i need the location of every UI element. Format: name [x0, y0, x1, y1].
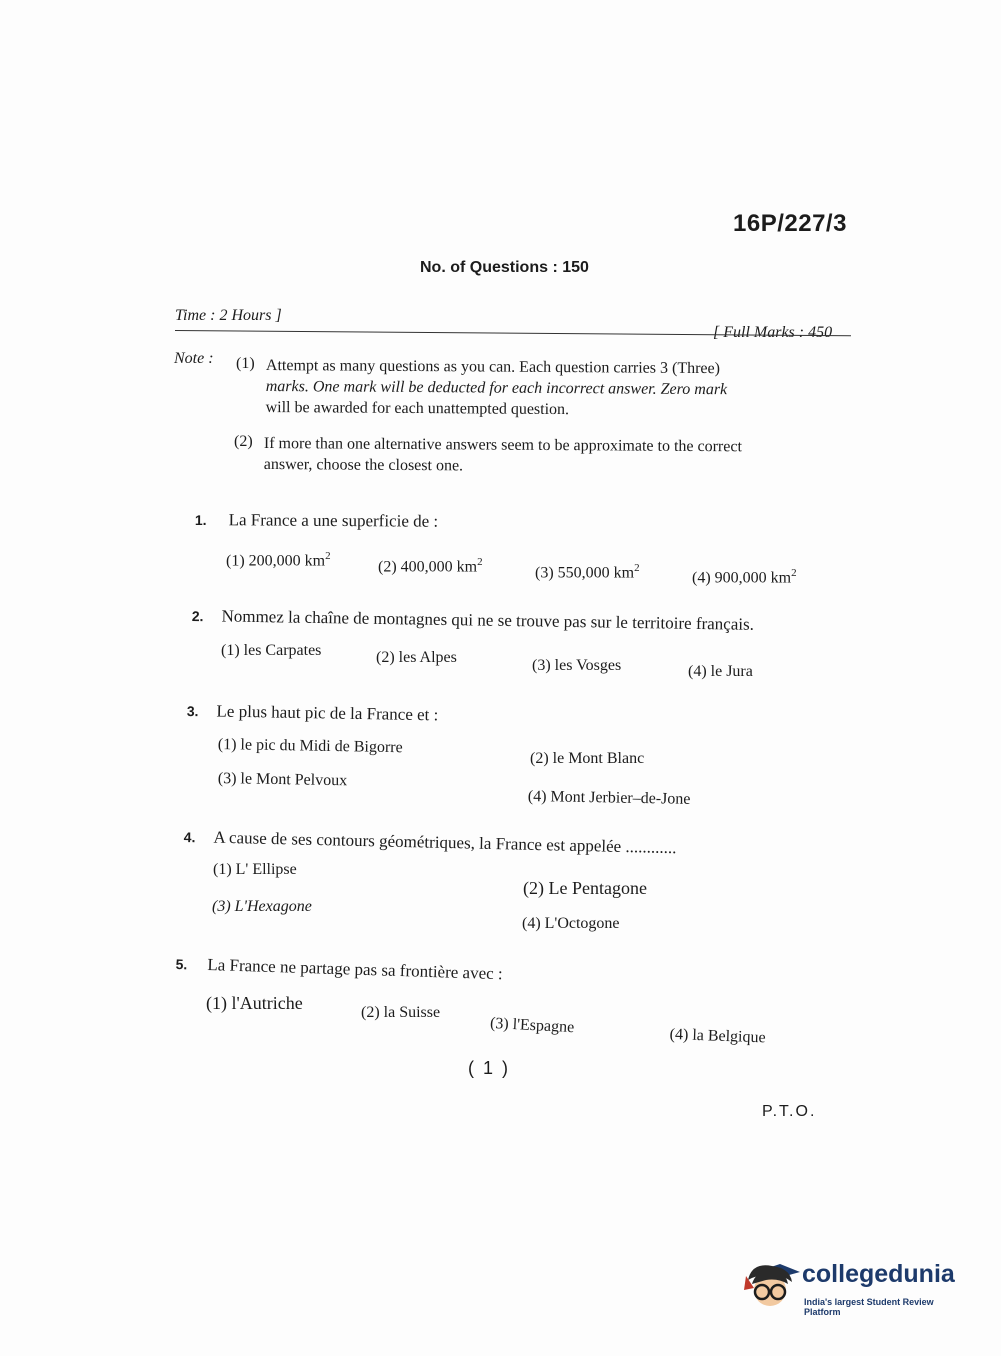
- question-number: 5.: [175, 955, 188, 973]
- question-5: [175, 954, 503, 984]
- collegedunia-watermark: [742, 1254, 972, 1324]
- time-limit: Time : 2 Hours ]: [175, 307, 282, 324]
- q5-option-3[interactable]: (3) l'Espagne: [489, 1014, 575, 1037]
- q4-option-2[interactable]: (2) Le Pentagone: [523, 878, 647, 898]
- question-2: [192, 606, 754, 635]
- note-item2: [264, 433, 850, 479]
- question-3: [187, 701, 439, 725]
- q4-option-3[interactable]: (3) L'Hexagone: [212, 898, 312, 915]
- note-item1-line3: will be awarded for each unattempted question.: [265, 398, 570, 419]
- q2-option-2[interactable]: (2) les Alpes: [376, 649, 457, 666]
- brand-tagline: India's largest Student Review Platform: [804, 1297, 934, 1317]
- q2-option-3[interactable]: (3) les Vosges: [532, 657, 622, 674]
- note-item1: [266, 355, 850, 422]
- q1-option-3[interactable]: (3) 550,000 $km^2$: [535, 562, 640, 582]
- q5-option-4[interactable]: (4) la Belgique: [669, 1026, 766, 1047]
- q4-option-4[interactable]: (4) L'Octogone: [522, 915, 620, 932]
- question-text: La France ne partage pas sa frontière avec :: [207, 954, 503, 984]
- q1-option-4[interactable]: (4) 900,000 $km^2$: [692, 567, 797, 587]
- q3-option-4[interactable]: (4) Mont Jerbier–de-Jone: [527, 788, 691, 808]
- q4-option-1[interactable]: (1) L' Ellipse: [213, 861, 297, 878]
- q3-option-3[interactable]: (3) le Mont Pelvoux: [217, 770, 348, 790]
- q1-option-2[interactable]: (2) 400,000 $km^2$: [378, 556, 483, 576]
- question-text: Le plus haut pic de la France et :: [216, 701, 439, 725]
- question-number: 1.: [194, 511, 207, 529]
- q5-option-1[interactable]: (1) l'Autriche: [206, 993, 303, 1013]
- note-item2-number: (2): [234, 433, 253, 450]
- question-number: 4.: [183, 828, 196, 846]
- q5-option-2[interactable]: (2) la Suisse: [361, 1004, 441, 1021]
- brand-name: collegedunia: [802, 1260, 955, 1288]
- note-item2-line2: answer, choose the closest one.: [263, 455, 464, 475]
- q3-option-2[interactable]: (2) le Mont Blanc: [530, 750, 645, 767]
- question-number: 2.: [191, 607, 204, 625]
- question-text: A cause de ses contours géométriques, la France est appelée ............: [213, 827, 677, 858]
- note-item1-number: (1): [236, 355, 255, 372]
- question-number: 3.: [186, 702, 199, 720]
- q2-option-1[interactable]: (1) les Carpates: [221, 642, 322, 659]
- note-item1-line2: marks. One mark will be deducted for each incorrect answer. Zero mark: [265, 377, 728, 399]
- question-text: Nommez la chaîne de montagnes qui ne se trouve pas sur le territoire français.: [221, 606, 755, 634]
- note-item2-line1: If more than one alternative answers seem to be approximate to the correct: [263, 434, 743, 456]
- question-text: La France a une superficie de :: [228, 510, 439, 531]
- page-number: ( 1 ): [468, 1058, 511, 1078]
- question-4: [184, 827, 677, 858]
- mascot-logo-icon: [742, 1254, 802, 1312]
- note-label: Note :: [174, 350, 214, 367]
- q3-option-1[interactable]: (1) le pic du Midi de Bigorre: [217, 736, 403, 757]
- q2-option-4[interactable]: (4) le Jura: [688, 663, 753, 680]
- note-item1-line1: Attempt as many questions as you can. Each question carries 3 (Three): [265, 356, 721, 378]
- please-turn-over: P.T.O.: [762, 1103, 817, 1120]
- question-1: [195, 510, 438, 532]
- paper-code: 16P/227/3: [733, 210, 847, 237]
- q1-option-1[interactable]: (1) 200,000 $km^2$: [226, 550, 331, 570]
- full-marks: [ Full Marks : 450: [713, 324, 833, 341]
- number-of-questions: No. of Questions : 150: [420, 259, 589, 276]
